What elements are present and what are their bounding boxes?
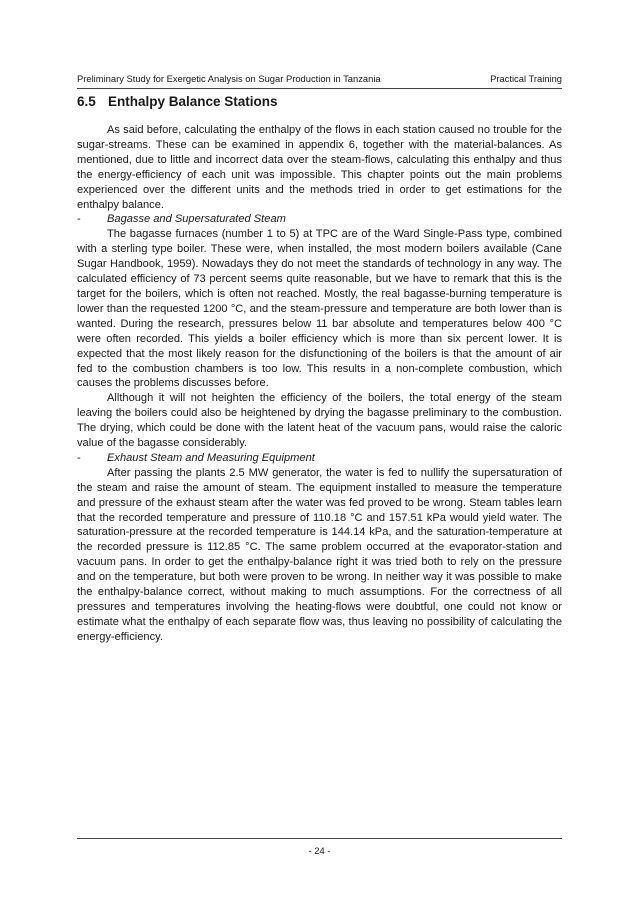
page-number: - 24 - [308,845,331,856]
paragraph-intro: As said before, calculating the enthalpy of the flows in each station caused no trouble for the sugar-streams. These can be examined in appendix 6, together with the material-balances. As mentioned, due to little and incorrect data over the steam-flows, calculating this enthalpy and thus the energy-efficiency of each unit was impossible. This chapter points out the main problems experienced over the different units and the methods tried in order to get estimations for the enthalpy balance. [77,124,562,211]
header-chapter: Practical Training [490,73,562,84]
subheading-exhaust-text: Exhaust Steam and Measuring Equipment [107,451,315,464]
body-text [77,123,562,645]
subheading-bagasse [77,212,562,227]
section-heading [77,94,278,109]
paragraph-drying: Allthough it will not heighten the efficiency of the boilers, the total energy of the steam leaving the boilers could also be heightened by drying the bagasse preliminary to the combustion. The drying, which could be done with the latent heat of the vacuum pans, would raise the caloric value of the bagasse considerably. [77,392,562,450]
paragraph-furnaces: The bagasse furnaces (number 1 to 5) at TPC are of the Ward Single-Pass type, combined with a sterling type boiler. These were, when installed, the most modern boilers available (Cane Sugar Handbook, 1959). Nowadays they do not meet the standards of technology in any way. The calculated efficiency of 73 percent seems quite reasonable, but we have to remark that this is the target for the boilers, which is often not reached. Mostly, the real bagasse-burning temperature is lower than the requested 1200 °C, and the steam-pressure and temperature are both lower than is wanted. During the research, pressures below 11 bar absolute and temperatures below 400 °C were often recorded. This yields a boiler efficiency which is more than six percent lower. It is expected that the most likely reason for the disfunctioning of the boilers is that the amount of air fed to the combustion chambers is too low. This results in a non-complete combustion, which causes the problems discusses before. [77,228,562,390]
subheading-dash: - [77,213,81,226]
footer-divider [77,838,562,839]
header-title: Preliminary Study for Exergetic Analysis on Sugar Production in Tanzania [77,73,381,84]
subheading-dash: - [77,451,81,464]
running-header [77,72,562,89]
subheading-exhaust [77,451,562,466]
section-number: 6.5 [77,94,96,109]
paragraph-exhaust: After passing the plants 2.5 MW generator, the water is fed to nullify the supersaturation of the steam and raise the amount of steam. The equipment installed to measure the temperature and pressure of the exhaust steam after the water was fed proved to be wrong. Steam tables learn that the recorded temperature and pressure of 110.18 °C and 157.51 kPa would yield water. The saturation-pressure at the recorded temperature is 144.14 kPa, and the saturation-temperature at the recorded pressure is 112.85 °C. The same problem occurred at the evaporator-station and vacuum pans. In order to get the enthalpy-balance right it was tried both to rely on the pressure and on the temperature, but both were proven to be wrong. In neither way it was possible to make the enthalpy-balance correct, without making to much assumptions. For the correctness of all pressures and temperatures involving the heating-flows were doubtful, one could not know or estimate what the enthalpy of each separate flow was, thus leaving no possibility of calculating the energy-efficiency. [77,466,562,643]
subheading-bagasse-text: Bagasse and Supersaturated Steam [107,213,286,226]
section-title: Enthalpy Balance Stations [108,94,278,109]
